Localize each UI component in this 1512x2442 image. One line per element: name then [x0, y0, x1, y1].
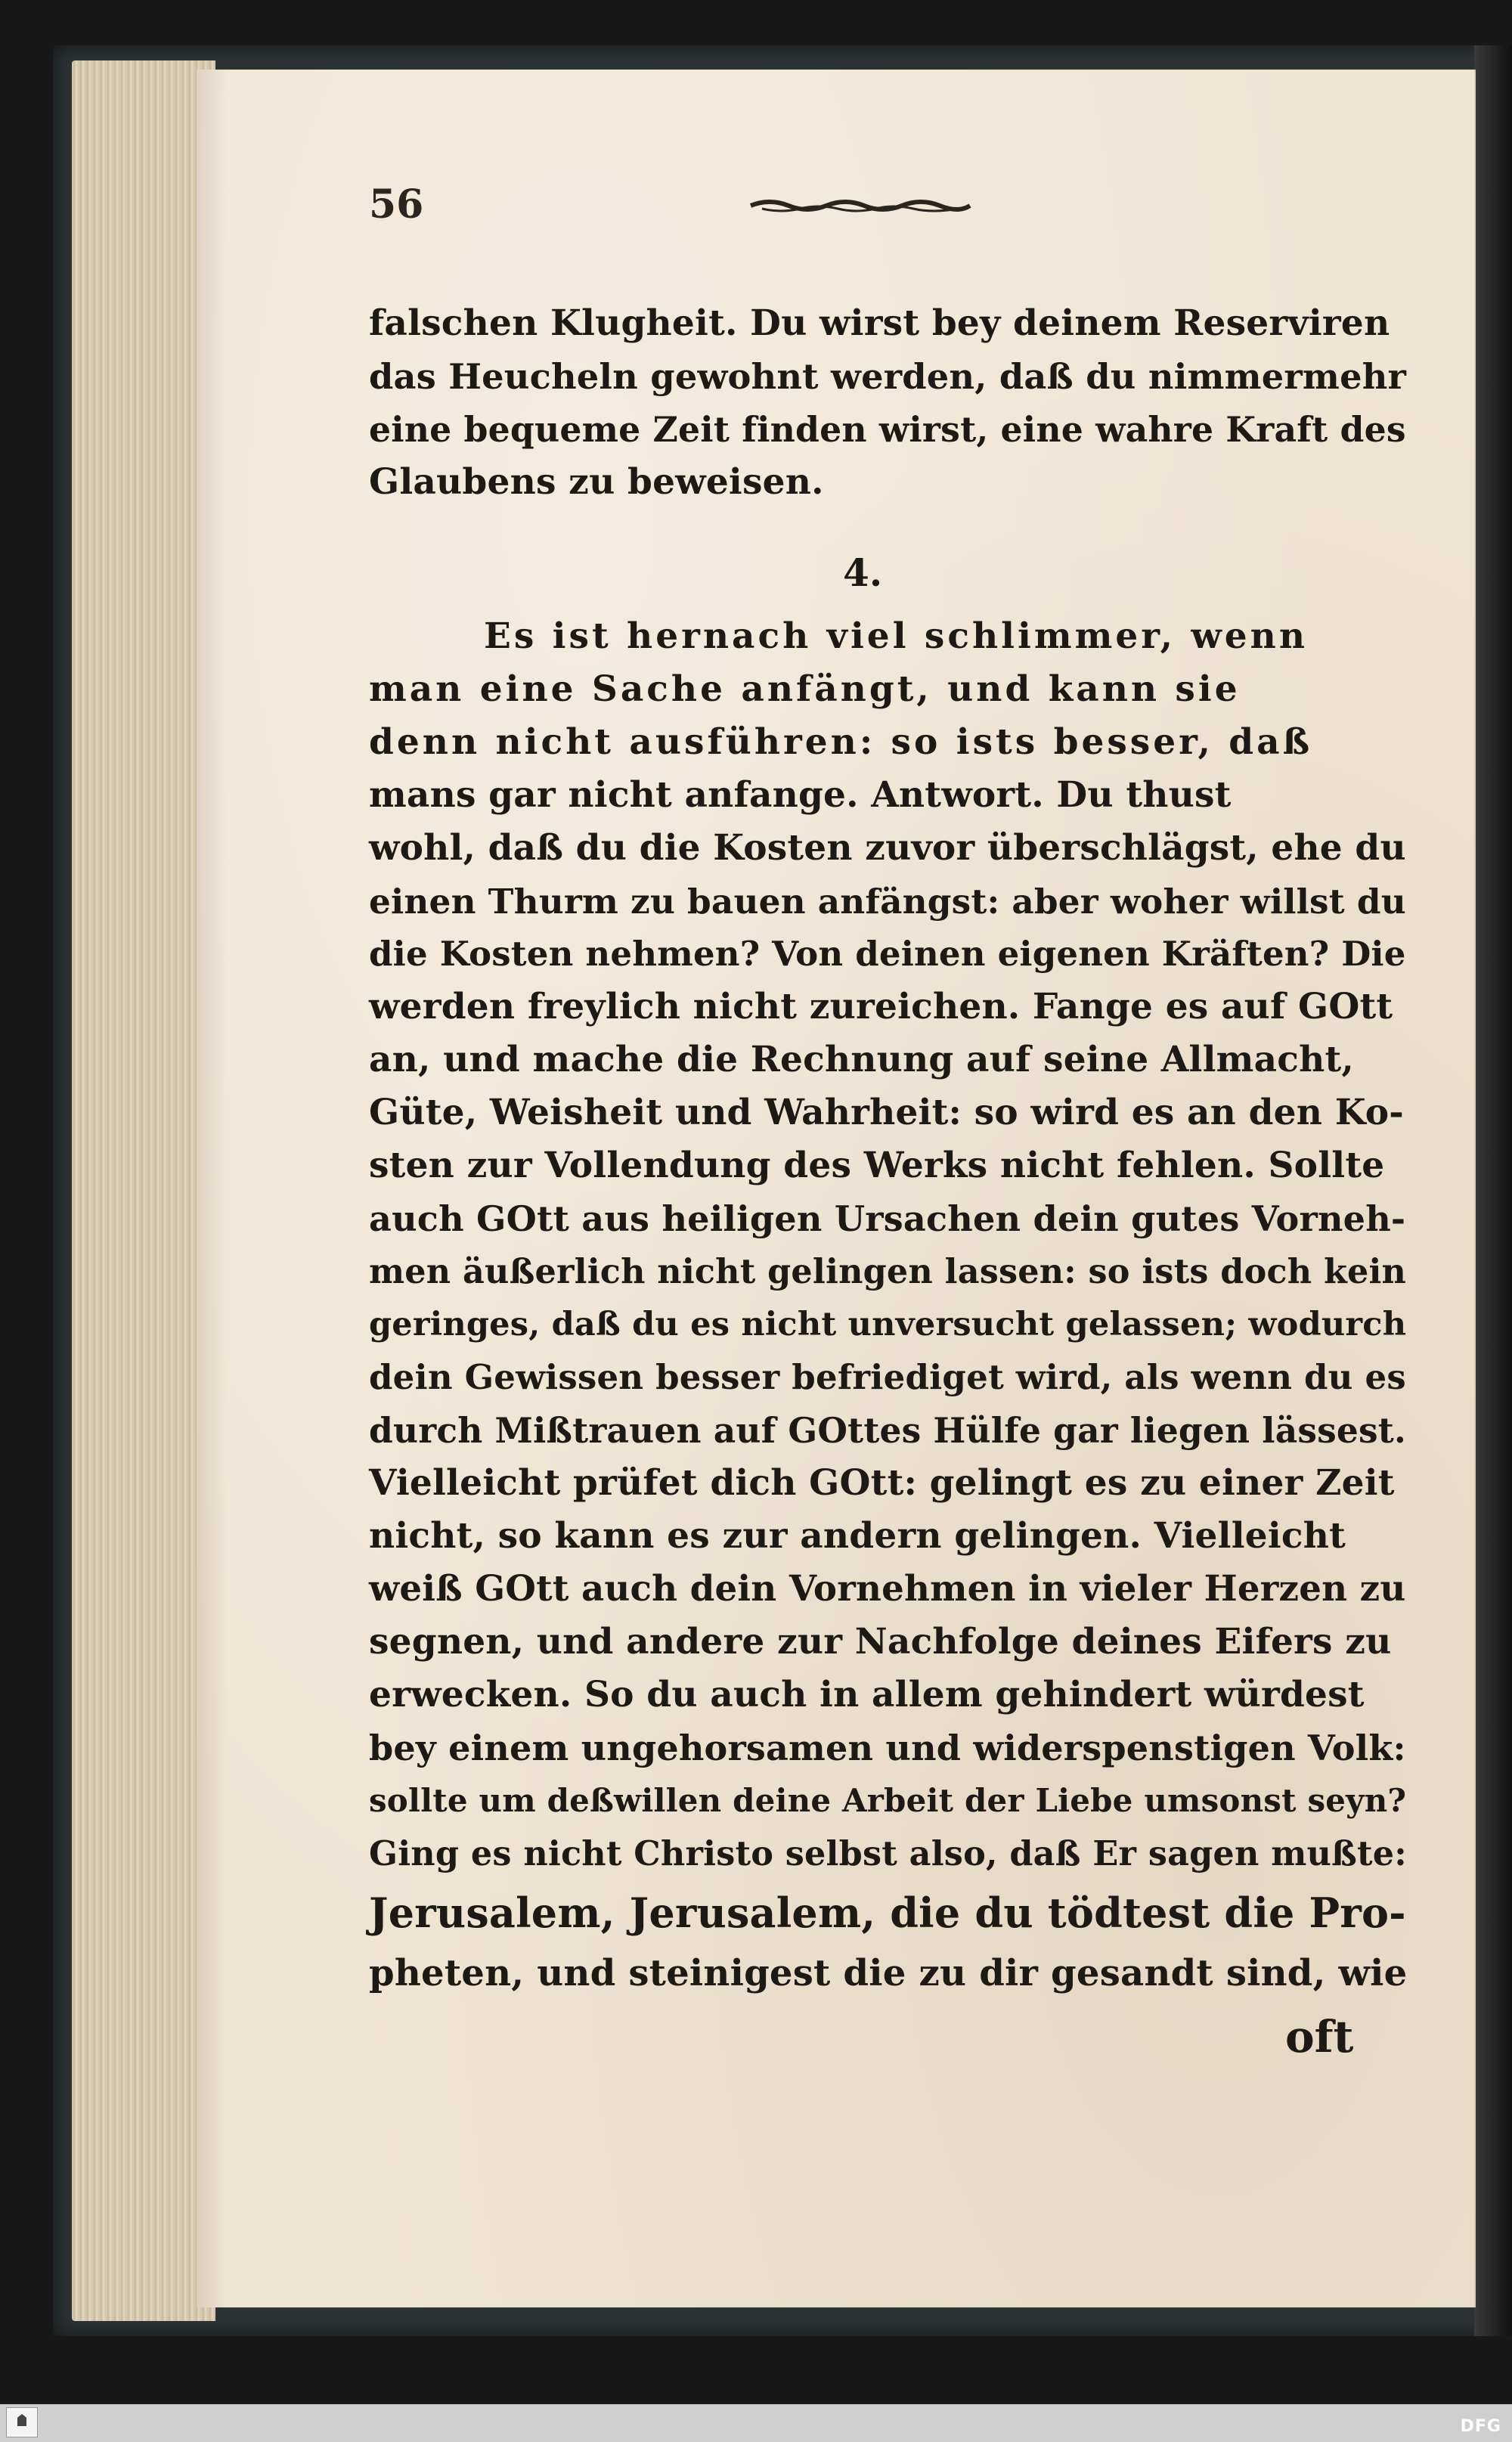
text-line: wohl, daß du die Kosten zuvor überschlägst, ehe du [369, 827, 1406, 869]
dfg-mark: DFG [1460, 2417, 1501, 2436]
header-ornament [747, 189, 974, 219]
text-line: denn nicht ausführen: so ists besser, daß [369, 721, 1313, 763]
section-number: 4. [843, 550, 883, 595]
text-line: sten zur Vollendung des Werks nicht fehlen. Sollte [369, 1145, 1385, 1186]
text-line: auch GOtt aus heiligen Ursachen dein gutes Vorneh- [369, 1198, 1406, 1239]
text-line: Es ist hernach viel schlimmer, wenn [484, 615, 1309, 657]
text-line: Glaubens zu beweisen. [369, 461, 824, 503]
text-line: erwecken. So du auch in allem gehindert würdest [369, 1674, 1365, 1715]
text-line: falschen Klugheit. Du wirst bey deinem Reserviren [369, 302, 1390, 344]
text-line: sollte um deßwillen deine Arbeit der Liebe umsonst seyn? [369, 1782, 1407, 1819]
text-line: bey einem ungehorsamen und widerspenstigen Volk: [369, 1728, 1406, 1768]
catchword: oft [1285, 2011, 1354, 2062]
page-number: 56 [369, 181, 424, 228]
text-line: pheten, und steinigest die zu dir gesandt sind, wie [369, 1952, 1408, 1994]
text-line: mans gar nicht anfange. Antwort. Du thust [369, 774, 1232, 816]
library-logo-icon [6, 2407, 38, 2437]
text-line: nicht, so kann es zur andern gelingen. Vielleicht [369, 1515, 1346, 1557]
page-stack-edges [72, 60, 215, 2321]
text-line: Ging es nicht Christo selbst also, daß Er sagen mußte: [369, 1834, 1407, 1873]
text-line: durch Mißtrauen auf GOttes Hülfe gar liegen lässest. [369, 1410, 1407, 1451]
text-line: an, und mache die Rechnung auf seine Allmacht, [369, 1039, 1354, 1080]
text-line: man eine Sache anfängt, und kann sie [369, 668, 1241, 710]
text-line: men äußerlich nicht gelingen lassen: so ists doch kein [369, 1252, 1407, 1291]
text-line: eine bequeme Zeit finden wirst, eine wahre Kraft des [369, 409, 1406, 450]
text-line: segnen, und andere zur Nachfolge deines Eifers zu [369, 1621, 1392, 1663]
text-line: dein Gewissen besser befriediget wird, als wenn du es [369, 1357, 1406, 1397]
text-line: die Kosten nehmen? Von deinen eigenen Kräften? Die [369, 934, 1406, 974]
right-book-edge [1474, 45, 1512, 2336]
text-line: Güte, Weisheit und Wahrheit: so wird es an den Ko- [369, 1092, 1404, 1133]
text-line: werden freylich nicht zureichen. Fange es auf GOtt [369, 986, 1393, 1027]
viewer-footer-band [0, 2404, 1512, 2442]
text-line: einen Thurm zu bauen anfängst: aber woher willst du [369, 881, 1406, 922]
text-line: weiß GOtt auch dein Vornehmen in vieler Herzen zu [369, 1568, 1406, 1610]
text-line: Jerusalem, Jerusalem, die du tödtest die Pro- [369, 1889, 1406, 1937]
page-header [369, 181, 1352, 227]
text-line: Vielleicht prüfet dich GOtt: gelingt es zu einer Zeit [369, 1462, 1395, 1504]
text-line: das Heucheln gewohnt werden, daß du nimmermehr [369, 356, 1407, 397]
text-line: geringes, daß du es nicht unversucht gelassen; wodurch [369, 1306, 1407, 1343]
